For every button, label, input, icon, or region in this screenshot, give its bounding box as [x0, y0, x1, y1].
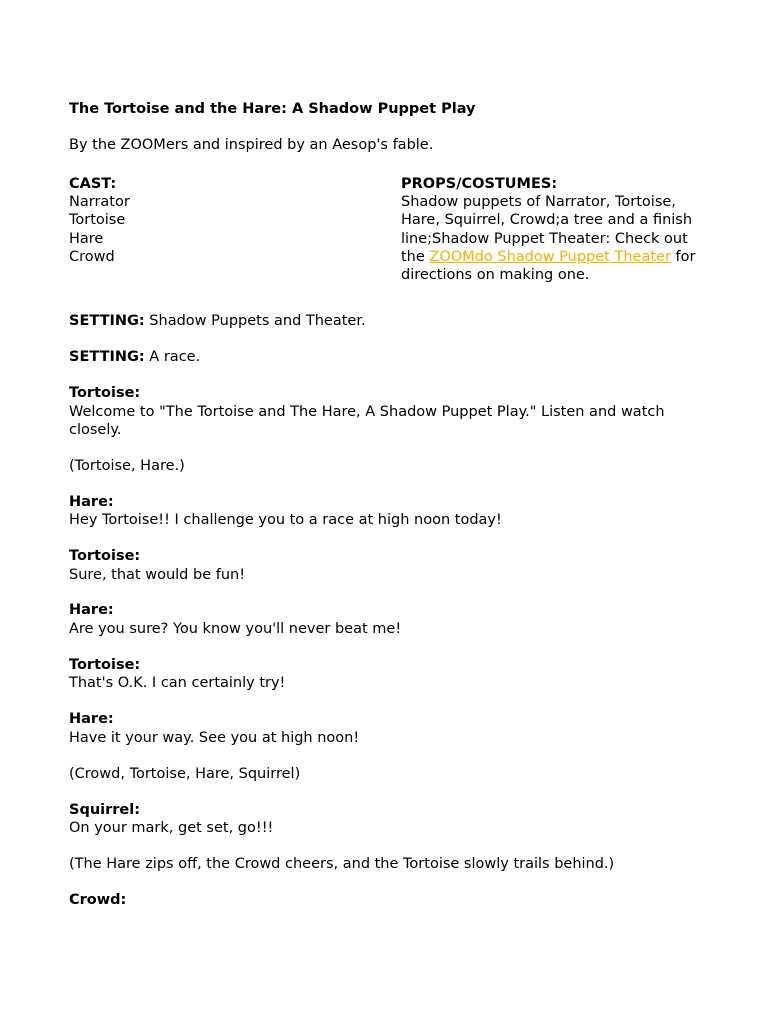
cast-member: Hare	[69, 230, 104, 247]
stage-direction: (The Hare zips off, the Crowd cheers, and the Tortoise slowly trails behind.)	[69, 856, 615, 872]
props-text-line: line;Shadow Puppet Theater: Check out	[401, 230, 688, 247]
setting-label: SETTING:	[69, 349, 145, 365]
dialogue-line: On your mark, get set, go!!!	[69, 820, 274, 836]
props-text-fragment: for	[670, 249, 696, 265]
cast-member: Narrator	[69, 194, 130, 210]
dialogue-line: closely.	[69, 421, 122, 438]
character-name: Tortoise:	[69, 657, 141, 673]
character-name: Hare:	[69, 711, 114, 727]
setting-label: SETTING:	[69, 313, 145, 329]
dialogue-line: Welcome to "The Tortoise and The Hare, A Shadow Puppet Play." Listen and watch	[69, 403, 665, 420]
setting-text: Shadow Puppets and Theater.	[144, 313, 366, 329]
props-heading: PROPS/COSTUMES:	[401, 176, 558, 192]
dialogue-line: Hey Tortoise!! I challenge you to a race at high noon today!	[69, 512, 502, 528]
dialogue-line: Have it your way. See you at high noon!	[69, 729, 360, 746]
dialogue-line: That's O.K. I can certainly try!	[69, 675, 286, 691]
character-name: Tortoise:	[69, 548, 141, 564]
cast-member: Crowd	[69, 249, 115, 265]
byline: By the ZOOMers and inspired by an Aesop's fable.	[69, 137, 434, 153]
character-name: Crowd:	[69, 892, 127, 908]
setting-line	[69, 312, 366, 330]
setting-text: A race.	[144, 349, 201, 365]
cast-member: Tortoise	[69, 212, 126, 228]
cast-heading: CAST:	[69, 176, 117, 192]
dialogue-line: Are you sure? You know you'll never beat me!	[69, 621, 402, 637]
zoomdo-theater-link[interactable]: ZOOMdo Shadow Puppet Theater	[429, 249, 671, 265]
props-text-fragment: the	[401, 249, 430, 265]
dialogue-line: Sure, that would be fun!	[69, 566, 246, 583]
stage-direction: (Tortoise, Hare.)	[69, 458, 185, 474]
stage-direction: (Crowd, Tortoise, Hare, Squirrel)	[69, 765, 301, 782]
character-name: Squirrel:	[69, 802, 141, 818]
props-text-line: Shadow puppets of Narrator, Tortoise,	[401, 194, 676, 210]
props-text-line: directions on making one.	[401, 267, 590, 283]
character-name: Tortoise:	[69, 385, 141, 401]
character-name: Hare:	[69, 602, 114, 618]
character-name: Hare:	[69, 494, 114, 510]
props-text-line	[401, 248, 695, 266]
props-text-line: Hare, Squirrel, Crowd;a tree and a finish	[401, 212, 693, 228]
document-title: The Tortoise and the Hare: A Shadow Puppet Play	[69, 101, 476, 117]
setting-line	[69, 348, 200, 366]
